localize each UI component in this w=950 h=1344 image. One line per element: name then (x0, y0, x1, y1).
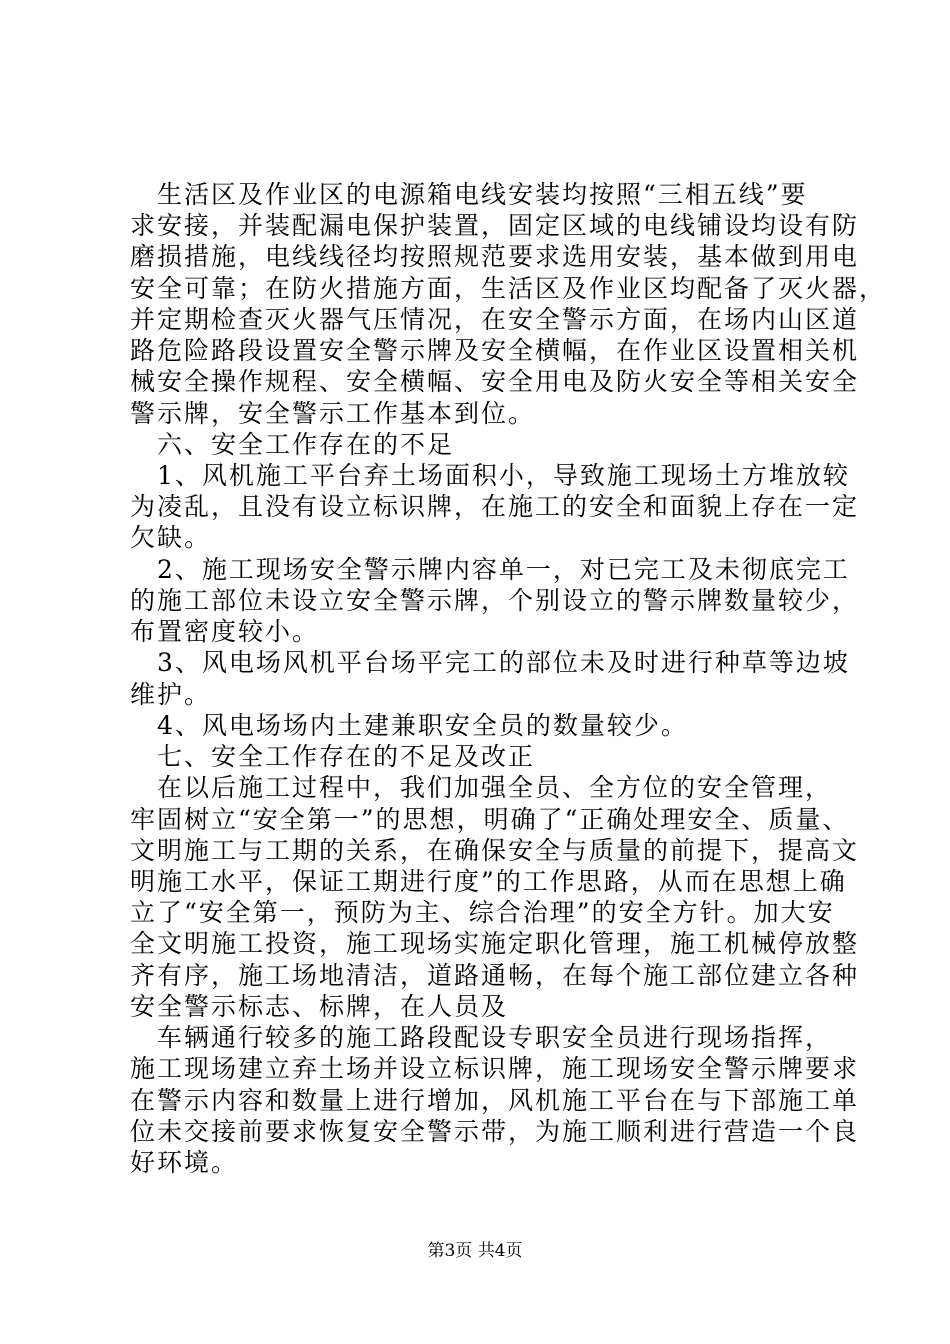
text-line: 在以后施工过程中，我们加强全员、全方位的安全管理， (130, 773, 833, 802)
text-line: 求安接，并装配漏电保护装置，固定区域的电线铺设均设有防 (130, 211, 860, 240)
text-line: 4、风电场场内土建兼职安全员的数量较少。 (130, 711, 688, 740)
text-line: 齐有序，施工场地清洁，道路通畅，在每个施工部位建立各种 (130, 961, 860, 990)
section-heading: 六、安全工作存在的不足 (130, 430, 455, 459)
text-line: 车辆通行较多的施工路段配设专职安全员进行现场指挥， (130, 1023, 833, 1052)
text-line: 布置密度较小。 (130, 617, 320, 646)
text-line: 维护。 (130, 680, 212, 709)
text-line: 明施工水平，保证工期进行度”的工作思路，从而在思想上确 (130, 867, 847, 896)
text-line: 械安全操作规程、安全横幅、安全用电及防火安全等相关安全 (130, 367, 860, 396)
text-line: 欠缺。 (130, 523, 212, 552)
text-line: 路危险路段设置安全警示牌及安全横幅，在作业区设置相关机 (130, 336, 860, 365)
text-line: 全文明施工投资，施工现场实施定职化管理，施工机械停放整 (130, 929, 860, 958)
text-line: 施工现场建立弃土场并设立标识牌，施工现场安全警示牌要求 (130, 1054, 860, 1083)
text-line: 在警示内容和数量上进行增加，风机施工平台在与下部施工单 (130, 1086, 860, 1115)
text-line: 安全可靠；在防火措施方面，生活区及作业区均配备了灭火器， (130, 274, 887, 303)
text-line: 文明施工与工期的关系，在确保安全与质量的前提下，提高文 (130, 836, 860, 865)
text-line: 生活区及作业区的电源箱电线安装均按照“三相五线”要 (130, 180, 808, 209)
page-footer: 第3页 共4页 (427, 1241, 523, 1261)
text-line: 立了“安全第一，预防为主、综合治理”的安全方针。加大安 (130, 898, 835, 927)
section-heading: 七、安全工作存在的不足及改正 (130, 742, 536, 771)
text-line: 为凌乱，且没有设立标识牌，在施工的安全和面貌上存在一定 (130, 492, 860, 521)
text-line: 3、风电场风机平台场平完工的部位未及时进行种草等边坡 (130, 648, 850, 677)
text-line: 并定期检查灭火器气压情况，在安全警示方面，在场内山区道 (130, 305, 860, 334)
text-line: 警示牌，安全警示工作基本到位。 (130, 399, 536, 428)
text-line: 好环境。 (130, 1148, 239, 1177)
text-line: 牢固树立“安全第一”的思想，明确了“正确处理安全、质量、 (130, 805, 850, 834)
text-line: 位未交接前要求恢复安全警示带，为施工顺利进行营造一个良 (130, 1117, 860, 1146)
text-line: 2、施工现场安全警示牌内容单一，对已完工及未彻底完工 (130, 555, 850, 584)
text-line: 安全警示标志、标牌，在人员及 (130, 992, 509, 1021)
text-line: 的施工部位未设立安全警示牌，个别设立的警示牌数量较少， (130, 586, 860, 615)
text-line: 1、风机施工平台弃土场面积小，导致施工现场土方堆放较 (130, 461, 850, 490)
text-line: 磨损措施，电线线径均按照规范要求选用安装，基本做到用电 (130, 242, 860, 271)
